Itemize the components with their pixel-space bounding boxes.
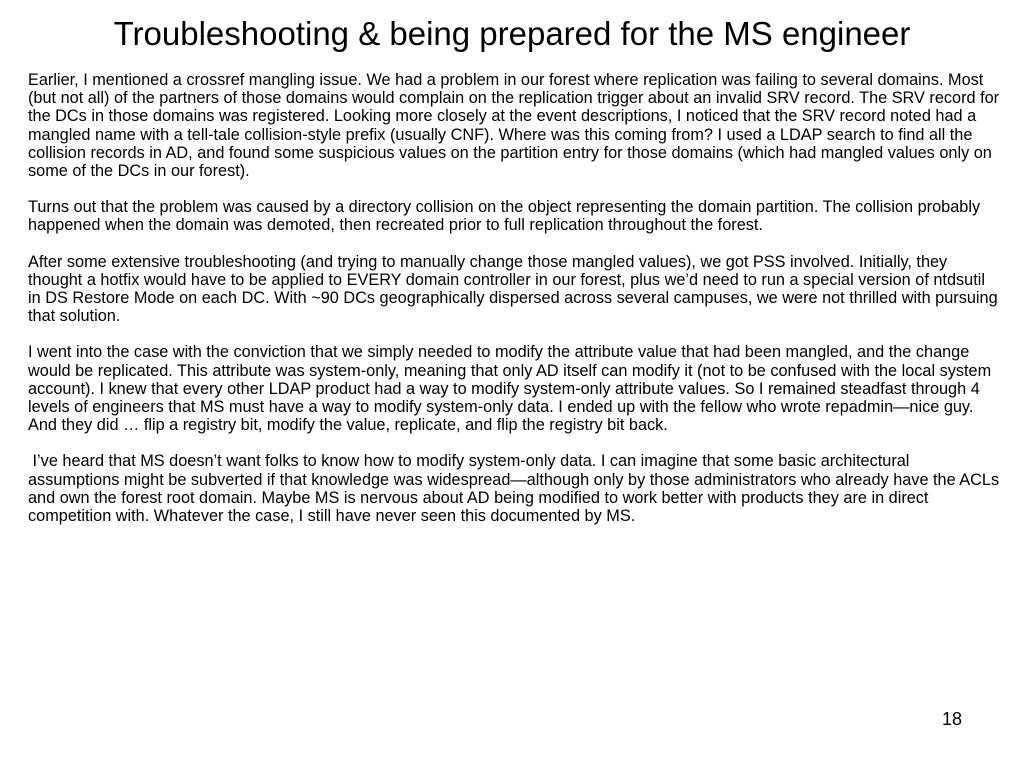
paragraph-root-cause: Turns out that the problem was caused by a directory collision on the object representing the domain partition. The collision probably happened when the domain was demoted, then recreated prior to full replication throughout the forest. <box>28 198 981 235</box>
page-number: 18 <box>941 709 962 729</box>
paragraph-pss-involvement: After some extensive troubleshooting (and trying to manually change those mangled values), we got PSS involved. Initially, they thought a hotfix would have to be applied to EVERY domain controller in our forest, plus we’d need to run a special version of ntdsutil in DS Restore Mode on each DC. With ~90 DCs geographically dispersed across several campuses, we were not thrilled with pursuing that solution. <box>28 252 998 326</box>
paragraph-crossref-issue: Earlier, I mentioned a crossref mangling issue. We had a problem in our forest where replication was failing to several domains. Most (but not all) of the partners of those domains would complain on the replication trigger about an invalid SRV record. The SRV record for the DCs in those domains was registered. Looking more closely at the event descriptions, I noticed that the SRV record noted had a mangled name with a tell-tale collision-style prefix (usually CNF). Where was this coming from? I used a LDAP search to find all the collision records in AD, and found some suspicious values on the partition entry for those domains (which had mangled values only on some of the DCs in our forest). <box>28 71 1000 181</box>
paragraph-documentation-opinion: I’ve heard that MS doesn’t want folks to know how to modify system-only data. I can imagine that some basic architectural assumptions might be subverted if that knowledge was widespread—although only by those administrators who already have the ACLs and own the forest root domain. Maybe MS is nervous about AD being modified to work better with products they are in direct competition with. Whatever the case, I still have never seen this documented by MS. <box>28 452 1004 526</box>
paragraph-system-only-fix: I went into the case with the conviction that we simply needed to modify the attribute value that had been mangled, and the change would be replicated. This attribute was system-only, meaning that only AD itself can modify it (not to be confused with the local system account). I knew that every other LDAP product had a way to modify system-only attribute values. So I remained steadfast through 4 levels of engineers that MS must have a way to modify system-only data. I ended up with the fellow who wrote repadmin—nice guy. And they did … flip a registry bit, modify the value, replicate, and flip the registry bit back. <box>28 343 992 435</box>
slide-body <box>28 71 1004 543</box>
slide-title: Troubleshooting & being prepared for the MS engineer <box>113 15 911 52</box>
